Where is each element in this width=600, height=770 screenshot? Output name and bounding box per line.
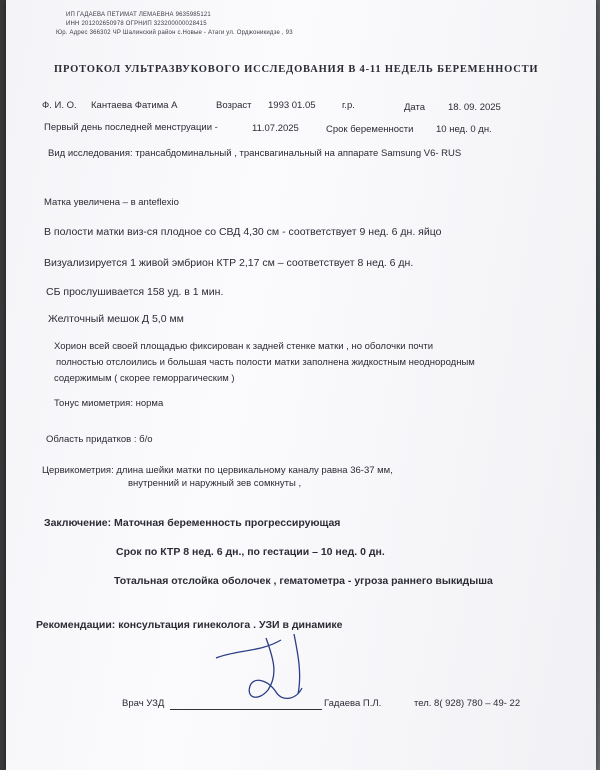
myometrium-line: Тонус миометрия: норма [54, 398, 164, 409]
header-line-3: Юр. Адрес 366302 ЧР Шалинский район с.Новые - Атаги ул. Орджоникидзе , 93 [56, 30, 293, 36]
header-line-2: ИНН 201202650978 ОГРНИП 323200000028415 [66, 21, 207, 27]
lmp-date: 11.07.2025 [252, 123, 299, 134]
exam-type: Вид исследования: трансабдоминальный , трансвагинальный на аппарате Samsung V6- RUS [48, 148, 462, 159]
date-label: Дата [404, 102, 426, 113]
year-abbrev: г.р. [342, 100, 355, 111]
conclusion-line: Заключение: Маточная беременность прогрессирующая [44, 517, 341, 529]
conclusion-detachment: Тотальная отслойка оболочек , гематометра - угроза раннего выкидыша [114, 575, 493, 587]
conclusion-term: Срок по КТР 8 нед. 6 дн., по гестации – 10 нед. 0 дн. [116, 546, 385, 558]
patient-name: Кантаева Фатима А [91, 100, 178, 111]
phone: тел. 8( 928) 780 – 49- 22 [414, 698, 521, 709]
doctor-name: Гадаева П.Л. [324, 698, 382, 709]
signature [206, 630, 326, 710]
signature-line [170, 709, 322, 710]
adnexa-line: Область придатков : б/о [46, 434, 153, 445]
cervicometry-line-2: внутренний и наружный зев сомкнуты , [128, 478, 302, 489]
embryo-line: Визуализируется 1 живой эмбрион КТР 2,17 см – соответствует 8 нед. 6 дн. [44, 257, 414, 269]
birth-date: 1993 01.05 [268, 100, 316, 111]
chorion-line-1: Хорион всей своей площадью фиксирован к задней стенке матки , но оболочки почти [54, 341, 434, 352]
cervicometry-line-1: Цервикометрия: длина шейки матки по цервикальному каналу равна 36-37 мм, [42, 465, 393, 476]
ovum-line: В полости матки виз-ся плодное со СВД 4,30 см - соответствует 9 нед. 6 дн. яйцо [44, 226, 442, 238]
uterus-line: Матка увеличена – в anteflexio [44, 197, 179, 208]
heartbeat-line: СБ прослушивается 158 уд. в 1 мин. [46, 286, 224, 298]
exam-date: 18. 09. 2025 [448, 102, 501, 113]
term-label: Срок беременности [326, 124, 414, 135]
term-value: 10 нед. 0 дн. [436, 124, 492, 135]
age-label: Возраст [216, 100, 252, 111]
document-page [6, 0, 596, 770]
patient-label: Ф. И. О. [42, 100, 77, 111]
recommendations-line: Рекомендации: консультация гинеколога . УЗИ в динамике [36, 619, 343, 631]
doctor-label: Врач УЗД [122, 698, 165, 709]
yolk-sac-line: Желточный мешок Д 5,0 мм [48, 313, 184, 325]
chorion-line-3: содержимым ( скорее геморрагическим ) [54, 373, 235, 384]
lmp-label: Первый день последней менструации - [44, 122, 218, 133]
document-title: ПРОТОКОЛ УЛЬТРАЗВУКОВОГО ИССЛЕДОВАНИЯ В 4-11 НЕДЕЛЬ БЕРЕМЕННОСТИ [54, 64, 539, 75]
chorion-line-2: полностью отслоились и большая часть полости матки заполнена жидкостным неоднородным [56, 357, 475, 368]
header-line-1: ИП ГАДАЕВА ПЕТИМАТ ЛЕМАЕВНА 9635985121 [66, 12, 211, 18]
